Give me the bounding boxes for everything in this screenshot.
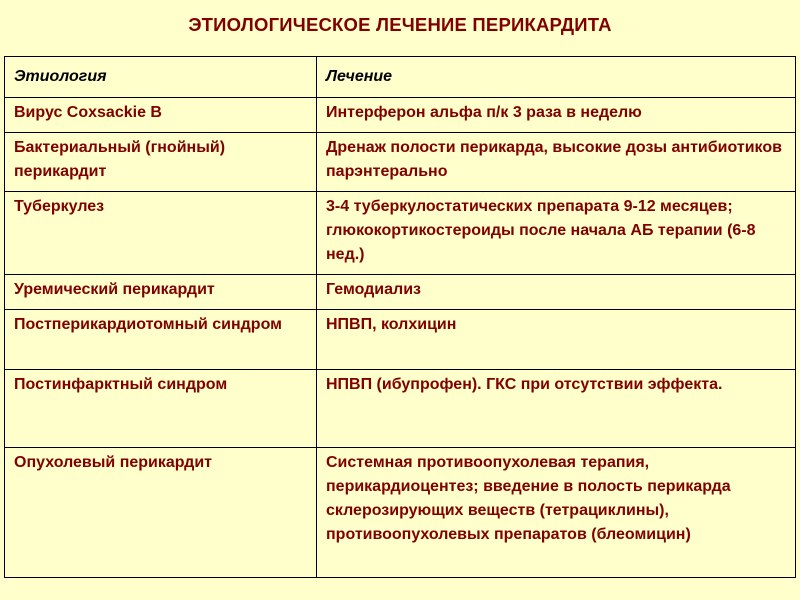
slide-title: ЭТИОЛОГИЧЕСКОЕ ЛЕЧЕНИЕ ПЕРИКАРДИТА bbox=[188, 14, 612, 35]
treatment-cell: Дренаж полости перикарда, высокие дозы антибиотиков парэнтерально bbox=[317, 133, 796, 192]
etiology-cell: Уремический перикардит bbox=[5, 275, 317, 310]
etiology-cell: Бактериальный (гнойный) перикардит bbox=[5, 133, 317, 192]
treatment-cell: НПВП (ибупрофен). ГКС при отсутствии эффекта. bbox=[317, 370, 796, 448]
header-etiology: Этиология bbox=[5, 57, 317, 98]
treatment-cell: Системная противоопухолевая терапия, перикардиоцентез; введение в полость перикарда склерозирующих веществ (тетрациклины), противоопухолевых препаратов (блеомицин) bbox=[317, 448, 796, 578]
etiology-cell: Туберкулез bbox=[5, 192, 317, 275]
treatment-cell: Гемодиализ bbox=[317, 275, 796, 310]
etiology-treatment-table bbox=[4, 56, 796, 578]
treatment-cell: НПВП, колхицин bbox=[317, 310, 796, 370]
table-row bbox=[5, 192, 796, 275]
table-row bbox=[5, 310, 796, 370]
treatment-cell: 3-4 туберкулостатических препарата 9-12 месяцев; глюкокортикостероиды после начала АБ терапии (6-8 нед.) bbox=[317, 192, 796, 275]
table-row bbox=[5, 275, 796, 310]
header-treatment: Лечение bbox=[317, 57, 796, 98]
etiology-cell: Постперикардиотомный синдром bbox=[5, 310, 317, 370]
table-header-row bbox=[5, 57, 796, 98]
etiology-cell: Опухолевый перикардит bbox=[5, 448, 317, 578]
table-row bbox=[5, 448, 796, 578]
etiology-cell: Постинфарктный синдром bbox=[5, 370, 317, 448]
table-row bbox=[5, 98, 796, 133]
table-row bbox=[5, 133, 796, 192]
treatment-cell: Интерферон альфа п/к 3 раза в неделю bbox=[317, 98, 796, 133]
etiology-cell: Вирус Coxsackie B bbox=[5, 98, 317, 133]
table-row bbox=[5, 370, 796, 448]
